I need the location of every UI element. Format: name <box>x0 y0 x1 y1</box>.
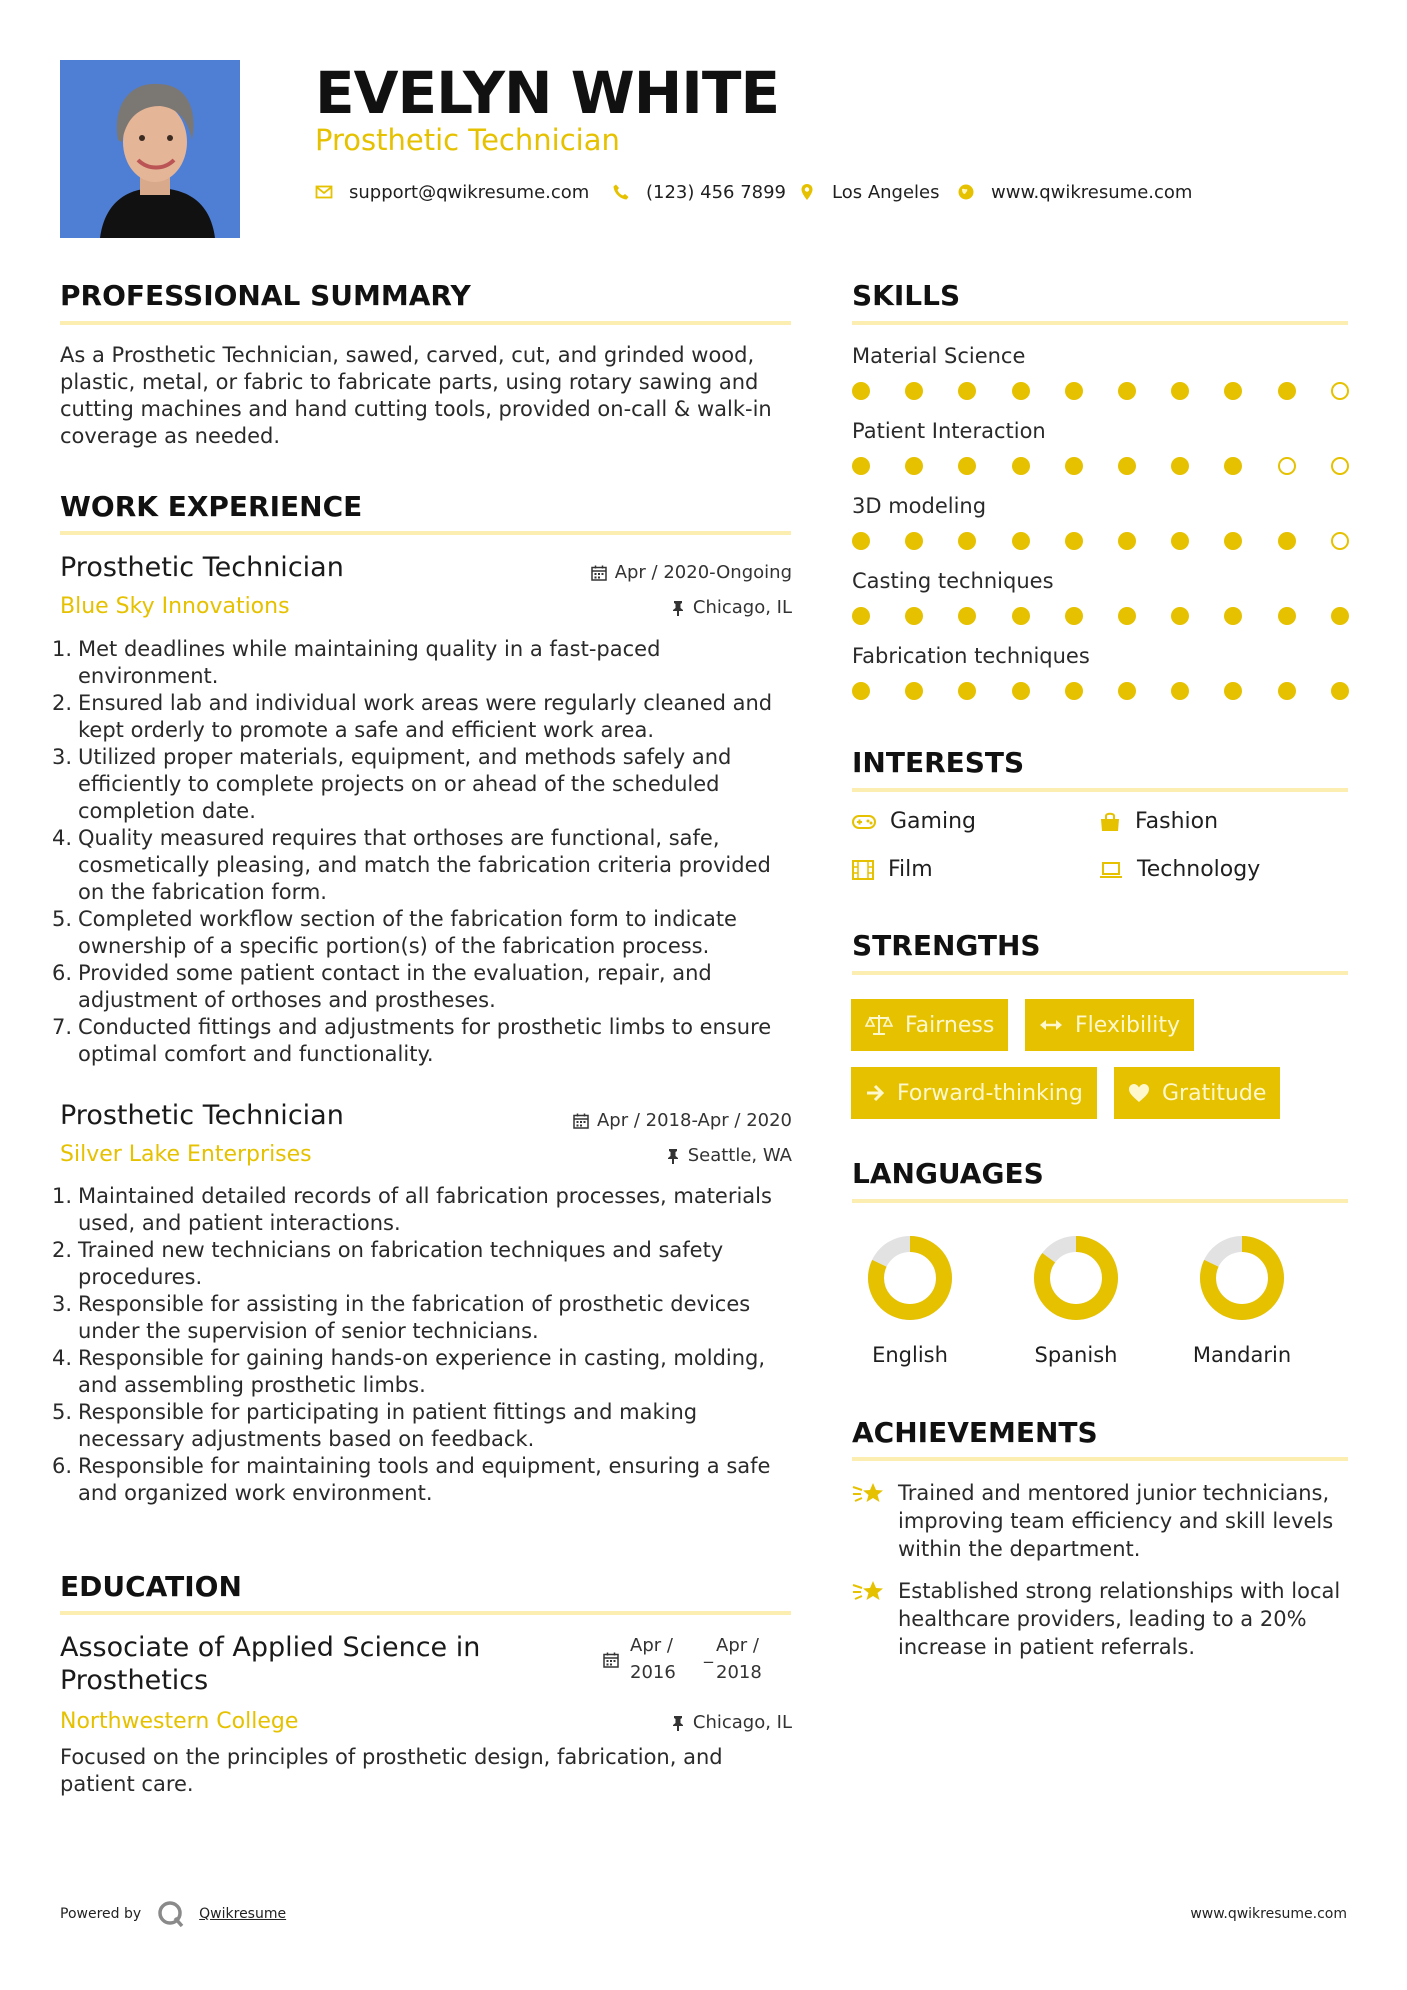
job-2-title: Prosthetic Technician <box>60 1100 344 1131</box>
pushpin-icon <box>671 600 685 616</box>
list-item: 5. Responsible for participating in patient fittings and making necessary adjustments based on feedback. <box>52 1400 698 1451</box>
skill-name: Fabrication techniques <box>852 644 1090 668</box>
skill-dot-filled <box>1118 382 1136 400</box>
job-2-responsibilities <box>52 1183 792 1507</box>
skill-dot-filled <box>958 532 976 550</box>
arrow-right-icon <box>865 1083 885 1103</box>
list-item: 3. Responsible for assisting in the fabrication of prosthetic devices under the supervision of senior technicians. <box>52 1292 751 1343</box>
skill-dot-filled <box>958 607 976 625</box>
degree-line-2: Prosthetics <box>60 1665 209 1696</box>
skill-dot-filled <box>852 382 870 400</box>
skill-rating <box>852 682 1352 700</box>
list-item: 5. Completed workflow section of the fabrication form to indicate ownership of a specific portion(s) of the fabrication process. <box>52 907 737 958</box>
strength-gratitude <box>1114 1067 1280 1119</box>
edu-start-year: 2016 <box>630 1662 676 1683</box>
skill-dot-filled <box>1278 532 1296 550</box>
skills-heading: SKILLS <box>852 279 961 312</box>
summary-heading: PROFESSIONAL SUMMARY <box>60 279 471 312</box>
shooting-star-icon <box>852 1481 884 1507</box>
skill-dot-filled <box>1278 382 1296 400</box>
film-icon <box>852 860 874 880</box>
envelope-icon <box>315 183 333 201</box>
job-2-location-text: Seattle, WA <box>687 1145 792 1166</box>
skill-dot-filled <box>905 607 923 625</box>
skill-dot-filled <box>905 382 923 400</box>
skill-dot-filled <box>1171 532 1189 550</box>
summary-text: As a Prosthetic Technician, sawed, carved, cut, and grinded wood, plastic, metal, or fabric to fabricate parts, using rotary sawing and cutting machines and hand cutting tools, provided on-call & walk-in coverage as needed. <box>60 343 772 448</box>
contact-phone[interactable] <box>612 180 786 204</box>
edu-start-month: Apr / <box>630 1635 673 1656</box>
job-1-date <box>591 562 792 584</box>
languages-heading: LANGUAGES <box>852 1157 1044 1190</box>
language-name: Spanish <box>1034 1343 1118 1367</box>
candidate-role: Prosthetic Technician <box>315 123 620 157</box>
achievements-heading: ACHIEVEMENTS <box>852 1416 1098 1449</box>
skill-dot-filled <box>852 682 870 700</box>
skill-dot-filled <box>1065 682 1083 700</box>
skill-dot-filled <box>1224 532 1242 550</box>
skill-rating <box>852 382 1352 400</box>
profile-photo <box>60 60 240 238</box>
job-2-date-text: Apr / 2018-Apr / 2020 <box>596 1110 792 1131</box>
skill-name: Material Science <box>852 344 1026 368</box>
candidate-name: EVELYN WHITE <box>315 59 780 127</box>
calendar-icon <box>573 1113 589 1129</box>
interest-label: Gaming <box>890 809 976 834</box>
skill-dot-filled <box>905 682 923 700</box>
gamepad-icon <box>852 814 876 830</box>
education-divider <box>60 1611 791 1615</box>
interests-heading: INTERESTS <box>852 746 1025 779</box>
skill-name: 3D modeling <box>852 494 987 518</box>
arrows-icon <box>1039 1017 1063 1033</box>
skill-dot-filled <box>958 382 976 400</box>
edu-date-dash: _ <box>704 1643 713 1664</box>
achievement-item <box>852 1479 1352 1563</box>
scale-icon <box>865 1013 893 1037</box>
skill-dot-filled <box>1012 382 1030 400</box>
interest-technology <box>1099 856 1260 884</box>
calendar-icon <box>603 1652 619 1668</box>
skill-dot-filled <box>1278 607 1296 625</box>
skill-dot-filled <box>1012 457 1030 475</box>
skills-divider <box>852 321 1348 325</box>
achievement-text: Trained and mentored junior technicians, improving team efficiency and skill levels within the department. <box>898 1481 1334 1561</box>
edu-end-month: Apr / <box>716 1635 759 1656</box>
portrait-illustration <box>60 60 240 238</box>
skill-name: Patient Interaction <box>852 419 1046 443</box>
contact-email[interactable] <box>315 180 589 204</box>
skill-dot-empty <box>1331 532 1349 550</box>
list-item: 1. Met deadlines while maintaining quality in a fast-paced environment. <box>52 637 661 688</box>
edu-description: Focused on the principles of prosthetic design, fabrication, and patient care. <box>60 1745 723 1796</box>
bag-icon <box>1099 812 1121 832</box>
job-1-location-text: Chicago, IL <box>692 597 792 618</box>
job-2-date <box>573 1110 792 1132</box>
strength-label: Gratitude <box>1162 1080 1267 1106</box>
education-heading: EDUCATION <box>60 1570 242 1603</box>
edu-location <box>671 1712 792 1734</box>
contact-location <box>798 180 940 204</box>
map-pin-icon <box>798 183 816 201</box>
list-item: 4. Quality measured requires that orthoses are functional, safe, cosmetically pleasing, and match the fabrication criteria provided on the fabrication form. <box>52 826 771 904</box>
skill-rating <box>852 607 1352 625</box>
contact-website[interactable] <box>957 180 1192 204</box>
heart-icon <box>1128 1083 1150 1103</box>
skill-dot-filled <box>1118 682 1136 700</box>
job-1-responsibilities <box>52 636 792 1068</box>
job-1-date-text: Apr / 2020-Ongoing <box>614 562 792 583</box>
skill-dot-filled <box>1065 457 1083 475</box>
list-item: 4. Responsible for gaining hands-on experience in casting, molding, and assembling prosthetic limbs. <box>52 1346 766 1397</box>
skill-dot-empty <box>1331 382 1349 400</box>
skill-dot-filled <box>1012 682 1030 700</box>
skill-dot-filled <box>1012 532 1030 550</box>
job-1-location <box>671 597 792 619</box>
strength-label: Flexibility <box>1075 1012 1180 1038</box>
degree-line-1: Associate of Applied Science in <box>60 1632 481 1663</box>
experience-divider <box>60 531 791 535</box>
job-1-title: Prosthetic Technician <box>60 552 344 583</box>
phone-text: (123) 456 7899 <box>646 181 787 203</box>
skill-dot-empty <box>1331 457 1349 475</box>
list-item: 6. Responsible for maintaining tools and equipment, ensuring a safe and organized work environment. <box>52 1454 771 1505</box>
interest-label: Fashion <box>1135 809 1219 834</box>
languages-divider <box>852 1199 1348 1203</box>
interests-divider <box>852 788 1348 792</box>
skill-dot-filled <box>852 532 870 550</box>
language-ring-mandarin <box>1198 1234 1286 1322</box>
strength-label: Forward-thinking <box>897 1080 1083 1106</box>
skill-dot-filled <box>1224 457 1242 475</box>
skill-dot-filled <box>958 457 976 475</box>
skill-dot-filled <box>1065 382 1083 400</box>
shooting-star-icon <box>852 1579 884 1605</box>
pushpin-icon <box>666 1148 680 1164</box>
skill-dot-filled <box>852 607 870 625</box>
achievements-divider <box>852 1457 1348 1461</box>
achievement-item <box>852 1577 1352 1661</box>
skill-dot-filled <box>1171 607 1189 625</box>
list-item: 6. Provided some patient contact in the evaluation, repair, and adjustment of orthoses and prostheses. <box>52 961 712 1012</box>
calendar-icon <box>591 565 607 581</box>
skill-dot-filled <box>1171 682 1189 700</box>
language-name: Mandarin <box>1192 1343 1292 1367</box>
list-item: 2. Trained new technicians on fabrication techniques and safety procedures. <box>52 1238 724 1289</box>
language-ring-english <box>866 1234 954 1322</box>
summary-divider <box>60 321 791 325</box>
achievement-text: Established strong relationships with local healthcare providers, leading to a 20% increase in patient referrals. <box>898 1579 1341 1659</box>
skill-dot-filled <box>852 457 870 475</box>
strength-forward-thinking <box>851 1067 1097 1119</box>
skill-dot-filled <box>1224 382 1242 400</box>
language-name: English <box>872 1343 948 1367</box>
skill-dot-filled <box>1065 607 1083 625</box>
skill-dot-filled <box>1171 382 1189 400</box>
interest-fashion <box>1099 808 1218 836</box>
skill-dot-filled <box>905 532 923 550</box>
interest-label: Technology <box>1137 857 1261 882</box>
powered-by-text: Powered by <box>60 1906 142 1922</box>
email-text: support@qwikresume.com <box>349 181 590 203</box>
interest-label: Film <box>888 857 933 882</box>
skill-dot-filled <box>1171 457 1189 475</box>
skill-dot-filled <box>1118 457 1136 475</box>
edu-end-year: 2018 <box>716 1662 762 1683</box>
skill-name: Casting techniques <box>852 569 1054 593</box>
list-item: 3. Utilized proper materials, equipment, and methods safely and efficiently to complete projects on or ahead of the scheduled completion date. <box>52 745 732 823</box>
strength-label: Fairness <box>905 1012 995 1038</box>
footer-website[interactable]: www.qwikresume.com <box>1190 1906 1347 1922</box>
list-item: 1. Maintained detailed records of all fabrication processes, materials used, and patient interactions. <box>52 1184 772 1235</box>
edu-location-text: Chicago, IL <box>692 1712 792 1733</box>
skill-dot-filled <box>1012 607 1030 625</box>
location-text: Los Angeles <box>832 181 940 203</box>
footer-powered-by <box>60 1900 286 1928</box>
skill-rating <box>852 532 1352 550</box>
globe-icon <box>957 183 975 201</box>
interest-film <box>852 856 933 884</box>
skill-dot-filled <box>1065 532 1083 550</box>
job-1-company: Blue Sky Innovations <box>60 594 290 619</box>
strengths-heading: STRENGTHS <box>852 929 1041 962</box>
strength-fairness <box>851 999 1008 1051</box>
skill-dot-filled <box>958 682 976 700</box>
language-ring-spanish <box>1032 1234 1120 1322</box>
laptop-icon <box>1099 861 1123 879</box>
pushpin-icon <box>671 1715 685 1731</box>
strengths-divider <box>852 971 1348 975</box>
list-item: 7. Conducted fittings and adjustments for prosthetic limbs to ensure optimal comfort and functionality. <box>52 1015 772 1066</box>
list-item: 2. Ensured lab and individual work areas were regularly cleaned and kept orderly to promote a safe and efficient work area. <box>52 691 773 742</box>
skill-dot-filled <box>1331 607 1349 625</box>
skill-dot-filled <box>1224 682 1242 700</box>
skill-dot-filled <box>1118 607 1136 625</box>
skill-dot-empty <box>1278 457 1296 475</box>
job-2-location <box>666 1145 792 1167</box>
experience-heading: WORK EXPERIENCE <box>60 490 363 523</box>
strength-flexibility <box>1025 999 1194 1051</box>
job-2-company: Silver Lake Enterprises <box>60 1142 312 1167</box>
website-text: www.qwikresume.com <box>991 181 1193 203</box>
phone-icon <box>612 183 630 201</box>
skill-dot-filled <box>1224 607 1242 625</box>
skill-dot-filled <box>905 457 923 475</box>
skill-dot-filled <box>1331 682 1349 700</box>
school-name: Northwestern College <box>60 1709 299 1734</box>
qwikresume-link[interactable]: Qwikresume <box>199 1906 287 1922</box>
qwikresume-logo-icon <box>157 1900 185 1928</box>
skill-dot-filled <box>1118 532 1136 550</box>
skill-rating <box>852 457 1352 475</box>
skill-dot-filled <box>1278 682 1296 700</box>
interest-gaming <box>852 808 976 836</box>
